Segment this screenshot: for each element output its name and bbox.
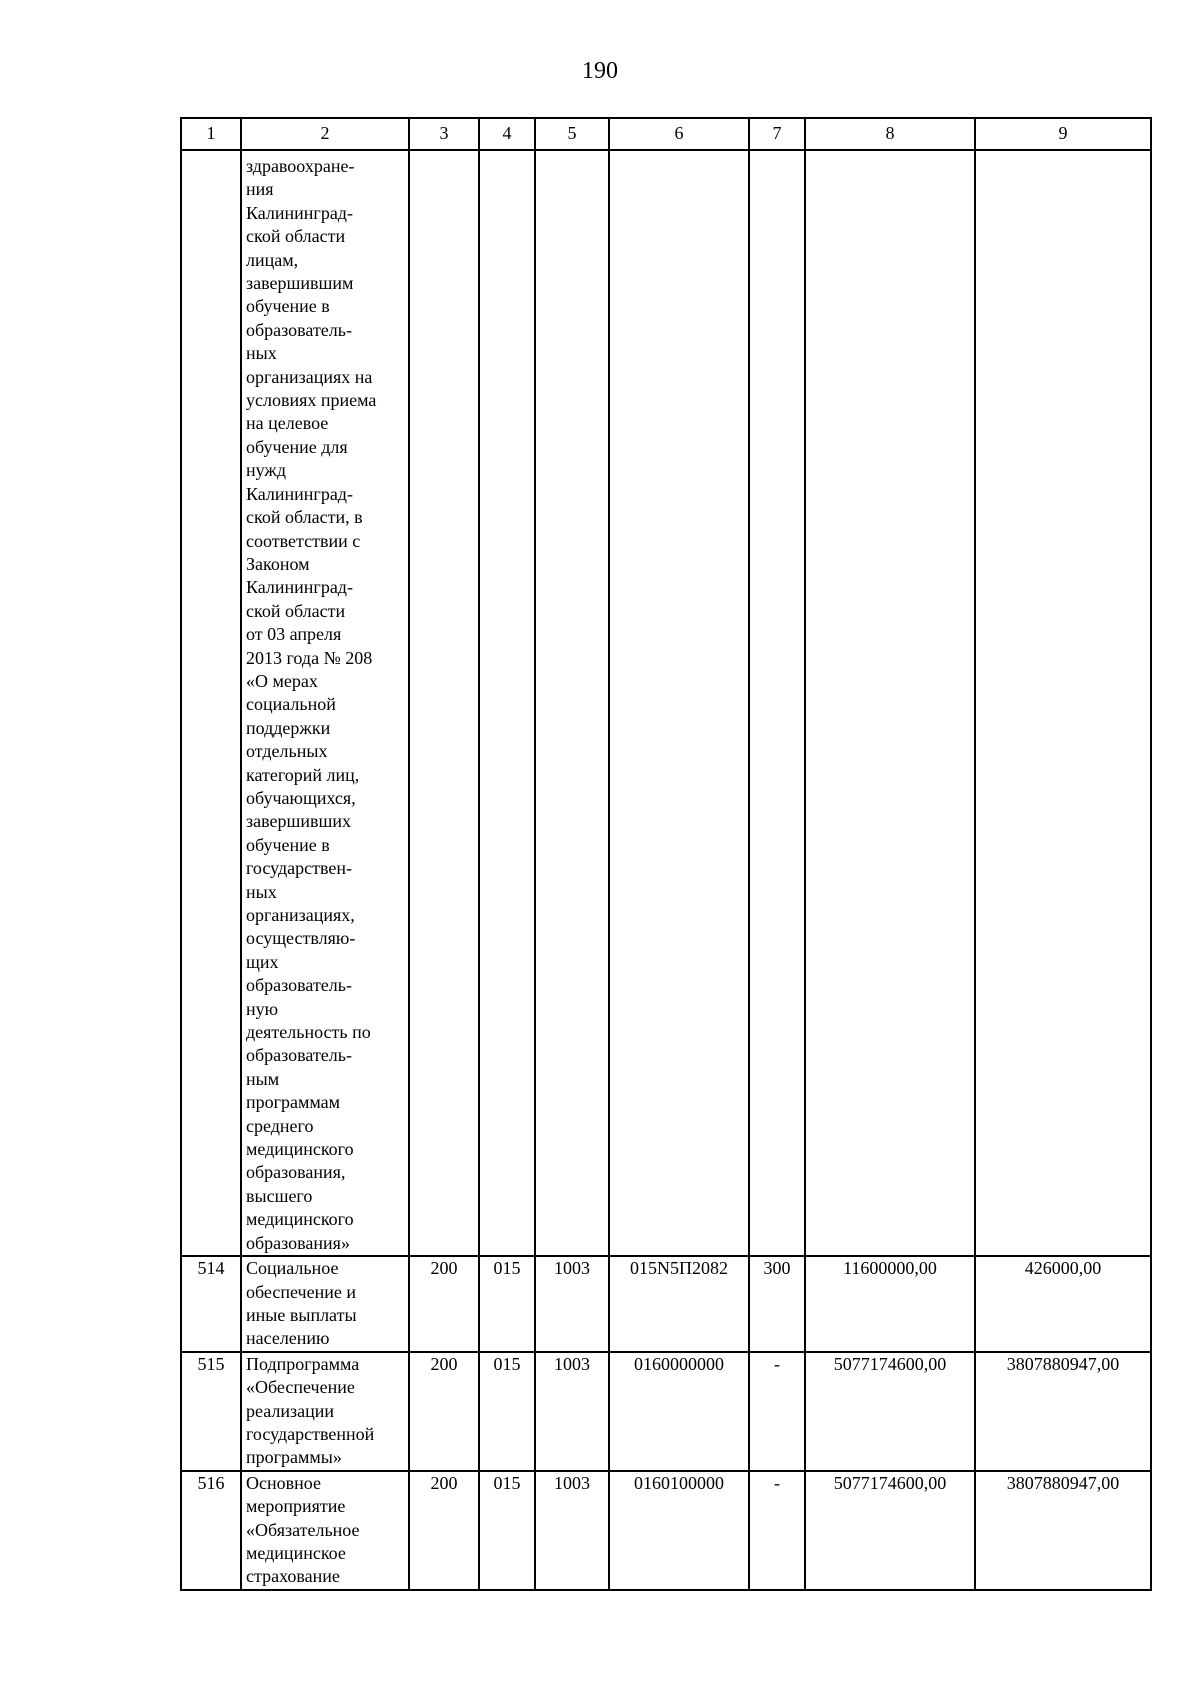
cell-c3: 200 bbox=[409, 1352, 479, 1471]
cell-c8: 5077174600,00 bbox=[805, 1471, 975, 1590]
table-row bbox=[181, 1352, 1151, 1471]
cell-c5: 1003 bbox=[535, 1471, 609, 1590]
continuation-line: ской области bbox=[246, 226, 346, 247]
cell-empty bbox=[749, 150, 805, 1256]
continuation-line: завершившим bbox=[246, 273, 354, 294]
continuation-line: Калининград- bbox=[246, 483, 353, 504]
continuation-line: государствен- bbox=[246, 858, 353, 879]
continuation-line: от 03 апреля bbox=[246, 624, 342, 645]
budget-table bbox=[180, 117, 1152, 1591]
continuation-line: образователь- bbox=[246, 975, 352, 996]
continuation-row bbox=[181, 150, 1151, 1256]
row-name-line: программы» bbox=[246, 1447, 342, 1468]
continuation-line: ской области bbox=[246, 600, 346, 621]
continuation-line: образователь- bbox=[246, 319, 352, 340]
continuation-line: обучение для bbox=[246, 436, 348, 457]
cell-empty bbox=[535, 150, 609, 1256]
continuation-line: поддержки bbox=[246, 717, 331, 738]
row-name-line: «Обязательное bbox=[246, 1519, 360, 1540]
cell-c8: 5077174600,00 bbox=[805, 1352, 975, 1471]
continuation-line: обучение в bbox=[246, 296, 330, 317]
continuation-line: организациях, bbox=[246, 905, 355, 925]
row-name bbox=[241, 1256, 409, 1352]
cell-c3: 200 bbox=[409, 1256, 479, 1352]
continuation-line: нужд bbox=[246, 460, 286, 481]
col-header-8: 8 bbox=[805, 118, 975, 150]
row-name-line: реализации bbox=[246, 1400, 334, 1421]
row-name-line: населению bbox=[246, 1328, 330, 1349]
continuation-line: 2013 года № 208 bbox=[246, 647, 373, 668]
continuation-line: высшего bbox=[246, 1185, 313, 1206]
continuation-line: организациях на bbox=[246, 366, 373, 387]
continuation-line: здравоохране- bbox=[246, 156, 355, 176]
row-number: 516 bbox=[181, 1471, 241, 1590]
col-header-9: 9 bbox=[975, 118, 1151, 150]
cell-c8: 11600000,00 bbox=[805, 1256, 975, 1352]
continuation-line: ную bbox=[246, 998, 279, 1019]
continuation-line: соответствии с bbox=[246, 530, 361, 551]
continuation-line: отдельных bbox=[246, 741, 328, 762]
cell-c9: 3807880947,00 bbox=[975, 1352, 1151, 1471]
continuation-line: медицинского bbox=[246, 1209, 354, 1230]
cell-c3: 200 bbox=[409, 1471, 479, 1590]
continuation-line: Законом bbox=[246, 553, 310, 574]
cell-name bbox=[241, 150, 409, 1256]
cell-c6: 015N5П2082 bbox=[609, 1256, 749, 1352]
continuation-line: ным bbox=[246, 1068, 280, 1089]
page-number: 190 bbox=[582, 58, 618, 84]
continuation-line: Калининград- bbox=[246, 202, 353, 223]
row-name bbox=[241, 1471, 409, 1590]
continuation-line: медицинского bbox=[246, 1139, 354, 1160]
table-row bbox=[181, 1256, 1151, 1352]
cell-empty bbox=[409, 150, 479, 1256]
col-header-1: 1 bbox=[181, 118, 241, 150]
cell-c7: - bbox=[749, 1471, 805, 1590]
continuation-line: условиях приема bbox=[246, 390, 377, 411]
continuation-line: ской области, в bbox=[246, 507, 363, 528]
cell-empty bbox=[805, 150, 975, 1256]
table-row bbox=[181, 1471, 1151, 1590]
continuation-text bbox=[246, 151, 404, 1255]
continuation-line: на целевое bbox=[246, 413, 329, 434]
row-name-line: страхование bbox=[246, 1566, 340, 1587]
cell-c9: 3807880947,00 bbox=[975, 1471, 1151, 1590]
continuation-line: деятельность по bbox=[246, 1022, 371, 1043]
cell-c7: 300 bbox=[749, 1256, 805, 1352]
cell-c6: 0160100000 bbox=[609, 1471, 749, 1590]
row-number: 515 bbox=[181, 1352, 241, 1471]
continuation-line: среднего bbox=[246, 1115, 314, 1136]
continuation-line: Калининград- bbox=[246, 577, 353, 598]
row-name-line: государственной bbox=[246, 1423, 375, 1444]
row-name-line: Подпрограмма bbox=[246, 1353, 360, 1374]
cell-num bbox=[181, 150, 241, 1256]
continuation-line: образователь- bbox=[246, 1045, 352, 1066]
continuation-line: обучающихся, bbox=[246, 787, 356, 808]
cell-empty bbox=[609, 150, 749, 1256]
cell-c9: 426000,00 bbox=[975, 1256, 1151, 1352]
cell-c4: 015 bbox=[479, 1256, 535, 1352]
row-number: 514 bbox=[181, 1256, 241, 1352]
col-header-4: 4 bbox=[479, 118, 535, 150]
col-header-6: 6 bbox=[609, 118, 749, 150]
cell-c7: - bbox=[749, 1352, 805, 1471]
col-header-3: 3 bbox=[409, 118, 479, 150]
continuation-line: программам bbox=[246, 1092, 341, 1113]
col-header-2: 2 bbox=[241, 118, 409, 150]
column-number-row bbox=[181, 118, 1151, 150]
cell-c4: 015 bbox=[479, 1352, 535, 1471]
continuation-line: ных bbox=[246, 343, 277, 364]
row-name-line: иные выплаты bbox=[246, 1304, 357, 1325]
continuation-line: образования» bbox=[246, 1232, 350, 1253]
cell-c5: 1003 bbox=[535, 1256, 609, 1352]
continuation-line: обучение в bbox=[246, 834, 330, 855]
row-name bbox=[241, 1352, 409, 1471]
continuation-line: ных bbox=[246, 881, 277, 902]
continuation-line: категорий лиц, bbox=[246, 764, 360, 785]
row-name-line: обеспечение и bbox=[246, 1281, 356, 1302]
continuation-line: образования, bbox=[246, 1162, 346, 1183]
continuation-line: ния bbox=[246, 179, 274, 200]
continuation-line: осуществляю- bbox=[246, 928, 356, 949]
continuation-line: социальной bbox=[246, 694, 336, 715]
row-name-line: Основное bbox=[246, 1472, 321, 1493]
continuation-line: щих bbox=[246, 951, 279, 972]
cell-c6: 0160000000 bbox=[609, 1352, 749, 1471]
col-header-7: 7 bbox=[749, 118, 805, 150]
row-name-line: «Обеспечение bbox=[246, 1377, 355, 1398]
continuation-line: завершивших bbox=[246, 811, 351, 832]
cell-empty bbox=[479, 150, 535, 1256]
row-name-line: мероприятие bbox=[246, 1496, 346, 1517]
col-header-5: 5 bbox=[535, 118, 609, 150]
row-name-line: Социальное bbox=[246, 1258, 339, 1279]
continuation-line: «О мерах bbox=[246, 670, 318, 691]
cell-c4: 015 bbox=[479, 1471, 535, 1590]
continuation-line: лицам, bbox=[246, 249, 299, 270]
cell-c5: 1003 bbox=[535, 1352, 609, 1471]
cell-empty bbox=[975, 150, 1151, 1256]
row-name-line: медицинское bbox=[246, 1542, 346, 1563]
